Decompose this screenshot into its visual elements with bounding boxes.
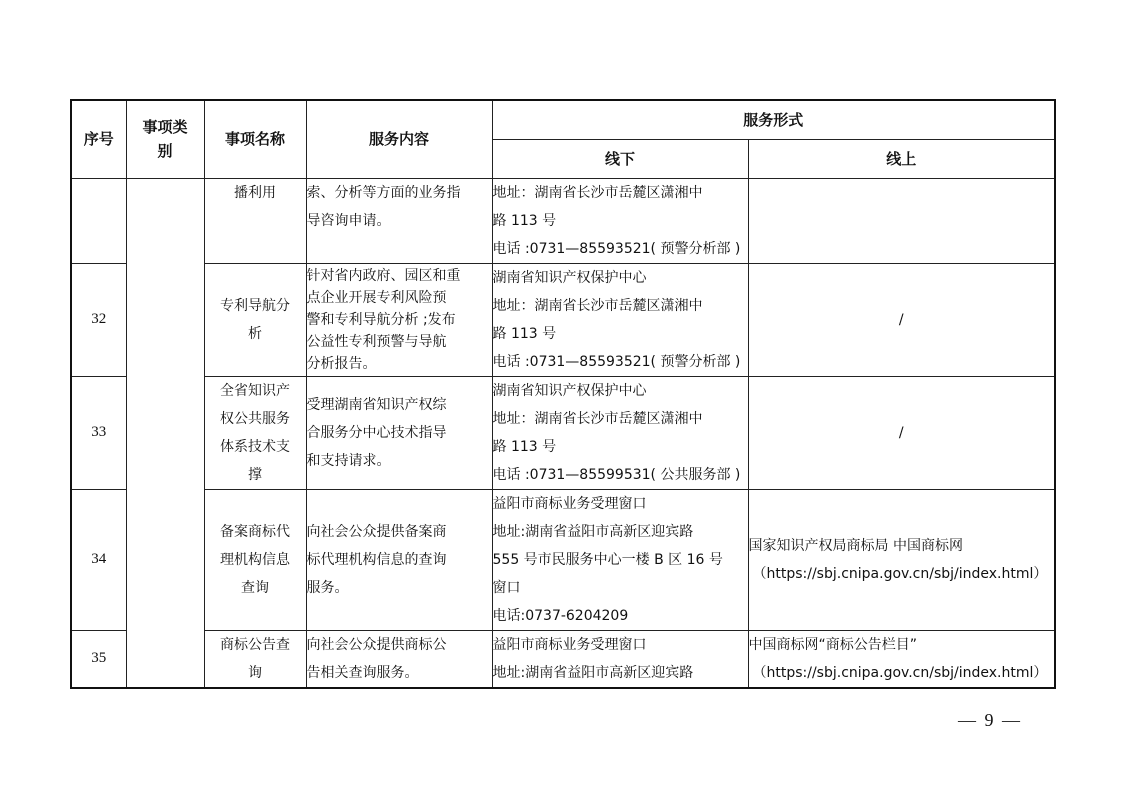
header-name: 事项名称 xyxy=(204,100,306,178)
row-seq: 34 xyxy=(71,489,126,630)
row-content: 向社会公众提供备案商 标代理机构信息的查询 服务。 xyxy=(306,489,492,630)
header-category: 事项类别 xyxy=(126,100,204,178)
row-offline: 益阳市商标业务受理窗口 地址:湖南省益阳市高新区迎宾路 xyxy=(492,630,748,688)
row-name: 播利用 xyxy=(204,178,306,263)
online-url[interactable]: （https://sbj.cnipa.gov.cn/sbj/index.html） xyxy=(752,664,1048,681)
table-row xyxy=(71,263,1055,376)
row-online: / xyxy=(748,376,1055,489)
header-offline: 线下 xyxy=(492,139,748,178)
table-row xyxy=(71,376,1055,489)
row-offline: 地址：湖南省长沙市岳麓区潇湘中 路 113 号 电话 :0731—85593521( 预警分析部 ) xyxy=(492,178,748,263)
row-online: / xyxy=(748,263,1055,376)
row-seq: 32 xyxy=(71,263,126,376)
row-content: 受理湖南省知识产权综 合服务分中心技术指导 和支持请求。 xyxy=(306,376,492,489)
online-url[interactable]: （https://sbj.cnipa.gov.cn/sbj/index.html） xyxy=(752,565,1048,582)
header-content: 服务内容 xyxy=(306,100,492,178)
table-row xyxy=(71,489,1055,630)
service-table xyxy=(70,99,1056,689)
row-seq xyxy=(71,178,126,263)
row-offline: 湖南省知识产权保护中心 地址：湖南省长沙市岳麓区潇湘中 路 113 号 电话 :0731—85599531( 公共服务部 ) xyxy=(492,376,748,489)
row-name: 备案商标代 理机构信息 查询 xyxy=(204,489,306,630)
table-row xyxy=(71,630,1055,688)
category-cell xyxy=(126,178,204,688)
table-row xyxy=(71,178,1055,263)
row-online: 中国商标网“商标公告栏目” （https://sbj.cnipa.gov.cn/sbj/index.html） xyxy=(748,630,1055,688)
header-service-form: 服务形式 xyxy=(492,100,1055,139)
header-online: 线上 xyxy=(748,139,1055,178)
row-name: 商标公告查 询 xyxy=(204,630,306,688)
row-offline: 益阳市商标业务受理窗口 地址:湖南省益阳市高新区迎宾路 555 号市民服务中心一楼 B 区 16 号 窗口 电话:0737-6204209 xyxy=(492,489,748,630)
page-number: — 9 — xyxy=(958,710,1022,730)
row-content: 针对省内政府、园区和重 点企业开展专利风险预 警和专利导航分析 ;发布 公益性专利预警与导航 分析报告。 xyxy=(306,263,492,376)
row-seq: 35 xyxy=(71,630,126,688)
row-online xyxy=(748,178,1055,263)
row-name: 全省知识产 权公共服务 体系技术支 撑 xyxy=(204,376,306,489)
header-seq: 序号 xyxy=(71,100,126,178)
row-name: 专利导航分 析 xyxy=(204,263,306,376)
row-seq: 33 xyxy=(71,376,126,489)
row-online: 国家知识产权局商标局 中国商标网 （https://sbj.cnipa.gov.cn/sbj/index.html） xyxy=(748,489,1055,630)
row-offline: 湖南省知识产权保护中心 地址：湖南省长沙市岳麓区潇湘中 路 113 号 电话 :0731—85593521( 预警分析部 ) xyxy=(492,263,748,376)
row-content: 向社会公众提供商标公 告相关查询服务。 xyxy=(306,630,492,688)
row-content: 索、分析等方面的业务指 导咨询申请。 xyxy=(306,178,492,263)
